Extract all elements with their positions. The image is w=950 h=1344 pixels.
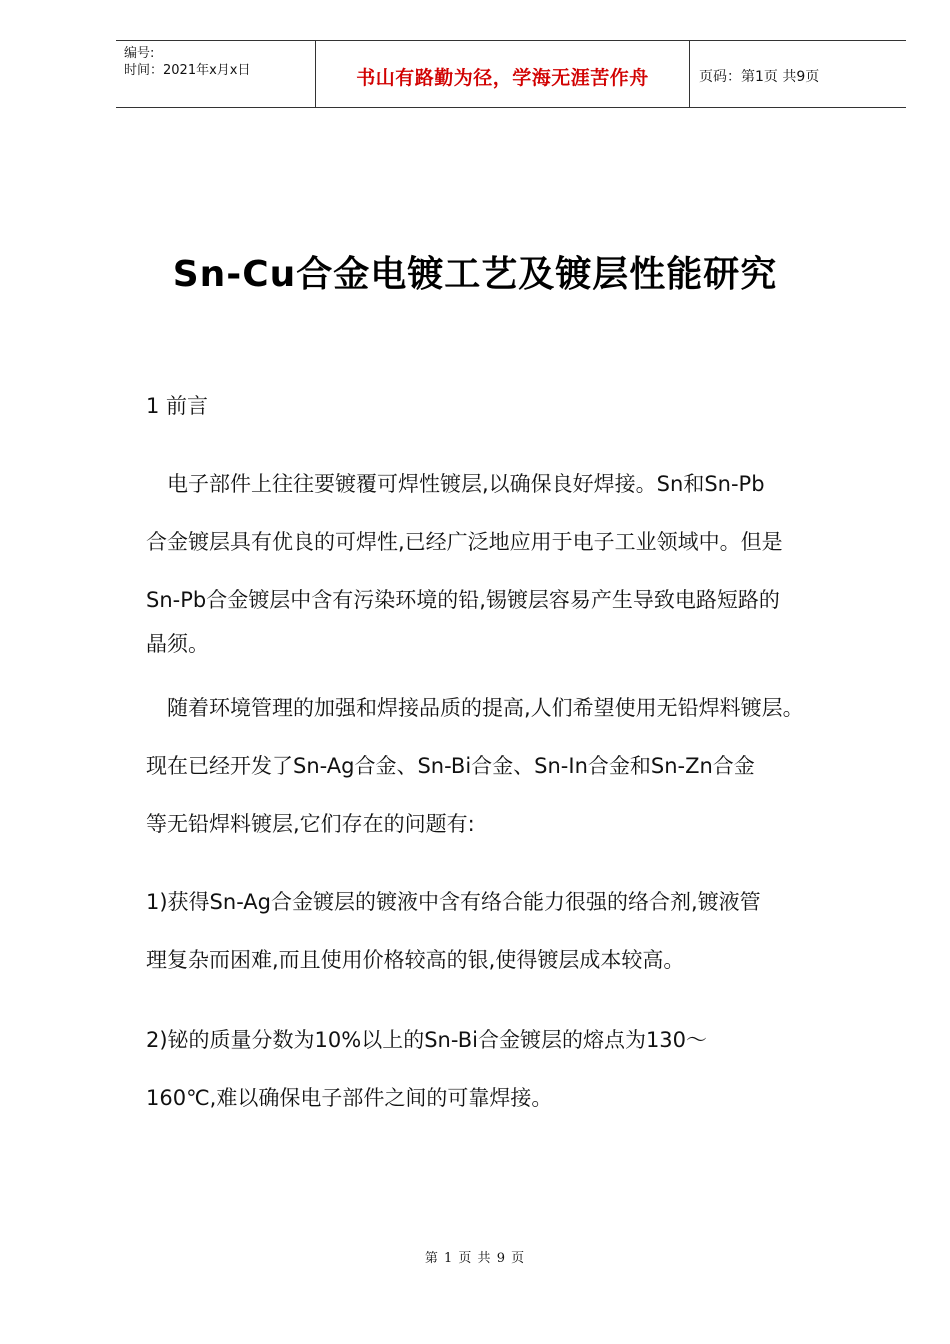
- list-item-line: 2)铋的质量分数为10%以上的Sn-Bi合金镀层的熔点为130～: [146, 1028, 708, 1052]
- paragraph-line: 现在已经开发了Sn-Ag合金、Sn-Bi合金、Sn-In合金和Sn-Zn合金: [146, 754, 755, 778]
- paragraph-line: 合金镀层具有优良的可焊性,已经广泛地应用于电子工业领域中。但是: [146, 530, 783, 554]
- paragraph-line: 随着环境管理的加强和焊接品质的提高,人们希望使用无铅焊料镀层。: [146, 696, 804, 720]
- time-label: 时间：2021年x月x日: [124, 63, 251, 78]
- list-item-line: 理复杂而困难,而且使用价格较高的银,使得镀层成本较高。: [146, 948, 685, 972]
- paragraph-line: 晶须。: [146, 632, 209, 656]
- document-title: Sn-Cu合金电镀工艺及镀层性能研究: [172, 254, 778, 295]
- document-header: [116, 40, 906, 108]
- list-item-line: 1)获得Sn-Ag合金镀层的镀液中含有络合能力很强的络合剂,镀液管: [146, 890, 761, 914]
- page-footer: 第 1 页 共 9 页: [424, 1251, 526, 1266]
- header-motto: 书山有路勤为径，学海无涯苦作舟: [356, 67, 649, 89]
- header-page-info: 页码：第1页 共9页: [699, 69, 820, 85]
- header-divider: [689, 41, 690, 107]
- header-meta: [124, 45, 250, 79]
- paragraph-line: 等无铅焊料镀层,它们存在的问题有:: [146, 812, 475, 836]
- list-item-line: 160℃,难以确保电子部件之间的可靠焊接。: [146, 1086, 553, 1110]
- paragraph-line: 电子部件上往往要镀覆可焊性镀层,以确保良好焊接。Sn和Sn-Pb: [146, 472, 765, 496]
- number-label: 编号:: [124, 46, 155, 61]
- section-heading: 1 前言: [146, 394, 209, 418]
- paragraph-line: Sn-Pb合金镀层中含有污染环境的铅,锡镀层容易产生导致电路短路的: [146, 588, 780, 612]
